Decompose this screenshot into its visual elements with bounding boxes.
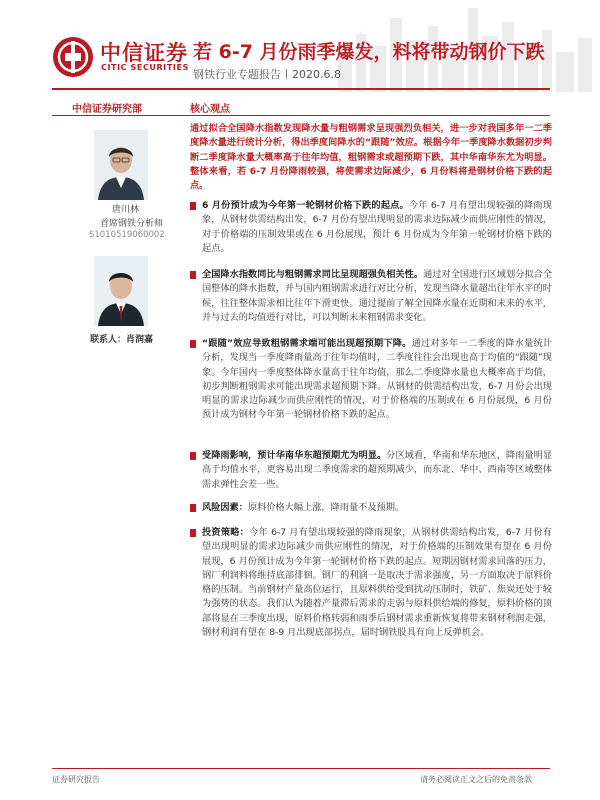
- bullet-lead: “跟随”效应导致粗钢需求端可能出现超预期下降。: [202, 338, 412, 349]
- header-divider: [52, 88, 550, 90]
- bullet-lead: 风险因素：: [202, 502, 248, 513]
- bullet-point: [190, 449, 552, 492]
- analyst-photo: [94, 130, 148, 200]
- bullet-body: 分区域看，华南和华东地区，降雨量明显高于均值水平，更容易出现二季度需求的超预期减少，而东北、华中、西南等区域整体需求弹性会差一些。: [202, 450, 553, 490]
- bullet-lead: 6 月份预计成为今年第一轮钢材价格下跌的起点。: [202, 200, 409, 211]
- bullet-body: 通过对全国进行区域划分拟合全国整体的降水指数，并与国内粗钢需求进行对比分析，发现当降水量超出往年水平的时候，往往整体需求相比往年下滑更快。通过提前了解全国降水量在近期和未来的水平，并与过去的均值进行对比，可以判断未来粗钢需求变化。: [202, 269, 553, 323]
- bullet-point: [190, 526, 552, 640]
- key-view-summary: 通过拟合全国降水指数发现降水量与粗钢需求呈现强烈负相关，进一步对我国多年一二季度降水量进行统计分析，得出季度间降水的“跟随”效应。根据今年一季度降水数据初步判断二季度降水量大概率高于往年均值，粗钢需求或超预期下跌，其中华南华东尤为明显。整体来看，若 6-7 月份降雨较强，将使需求边际减少，6 月份料将是钢材价格下跌的起点。: [190, 123, 552, 192]
- section-divider: [52, 115, 550, 116]
- bullet-marker-icon: [190, 271, 196, 279]
- report-subtitle: 钢铁行业专题报告丨2020.6.8: [193, 68, 341, 81]
- analyst-title: 首席钢铁分析师: [100, 219, 164, 229]
- bullet-point: [190, 501, 552, 515]
- bullet-marker-icon: [190, 529, 196, 537]
- citic-logo-icon: [52, 36, 94, 78]
- bullet-marker-icon: [190, 452, 196, 460]
- bullet-lead: 全国降水指数同比与粗钢需求同比呈现超强负相关性。: [202, 269, 424, 280]
- footer-disclaimer: 请务必阅读正文之后的免责条款: [420, 775, 532, 784]
- bullet-body: 通过对多年一二季度的降水量统计分析，发现当一季度降雨量高于往年均值时，二季度往往会出现也高于均值的“跟随”现象。今年国内一季度整体降水量高于往年均值，那么二季度降水量也大概率高于均值，初步判断粗钢需求可能出现需求超预期下降。从钢材的供需结构出发，6-7 月份会出现明显的需求边际减少而供应刚性的情况，对于价格端的压制或在 6 月份展现，6 月份预计成为钢材今年第一轮钢材价格下跌的起点。: [202, 338, 553, 421]
- contact-photo: [94, 256, 148, 326]
- contact-portrait-icon: [94, 256, 148, 326]
- brand-name-en: CITIC SECURITIES: [101, 63, 189, 72]
- report-title: 若 6-7 月份雨季爆发，料将带动钢价下跌: [193, 41, 545, 63]
- brand-name: 中信证券: [100, 41, 188, 65]
- report-header: [0, 0, 600, 92]
- bullet-body: 今年 6-7 月有望出现较强的降雨现象，从钢材供需结构出发，6-7 月份有望出现明显的需求边际减少而供应刚性的情况，对于价格端的压制效果有望在 6 月份展现，6 月份预计成为今年第一轮钢材价格下跌的起点。短期因钢材需求回落的压力，钢厂利润料将维持底部徘徊。钢厂的利润一是取决于需求强度，另一方面取决于原料价格的压制。当前钢材产量高位运行，且原料供给受到扰动压制时，铁矿、焦炭还处于较为强势的状态。我们认为随着产量滞后需求的走弱与原料供给端的修复，原料价格的顶部将显在三季度出现，原料价格转弱和雨季后钢材需求重新恢复将带来钢材利润走强，钢材利润有望在 8-9 月出现底部拐点，届时钢铁股具有向上反弹机会。: [202, 527, 552, 639]
- bullet-point: [190, 199, 552, 256]
- bullet-body: 原料价格大幅上涨，降雨量不及预期。: [247, 502, 405, 513]
- footer-divider: [52, 768, 550, 769]
- analyst-portrait-icon: [94, 130, 148, 200]
- section-title: 核心观点: [190, 104, 230, 115]
- bullet-body: 今年 6-7 月有望出现较强的降雨现象，从钢材供需结构出发，6-7 月份有望出现明显的需求边际减少而供应刚性的情况，对于价格端的压制效果或在 6 月份展现，预计 6 月份成为今年第一轮钢材价格下跌的起点。: [202, 200, 552, 254]
- institute-label: 中信证券研究部: [72, 104, 142, 115]
- contact-person: 联系人：肖润嘉: [90, 335, 154, 345]
- bullet-point: [190, 268, 552, 325]
- bullet-marker-icon: [190, 202, 196, 210]
- bullet-lead: 投资策略：: [202, 527, 250, 538]
- bullet-point: [190, 337, 552, 423]
- analyst-cert-number: S1010519060002: [89, 230, 165, 240]
- analyst-name: 唐川林: [112, 205, 140, 215]
- bullet-lead: 受降雨影响，预计华南华东超预期尤为明显。: [202, 450, 387, 461]
- footer-label: 证券研究报告: [52, 775, 100, 784]
- bullet-marker-icon: [190, 340, 196, 348]
- bullet-marker-icon: [190, 504, 196, 512]
